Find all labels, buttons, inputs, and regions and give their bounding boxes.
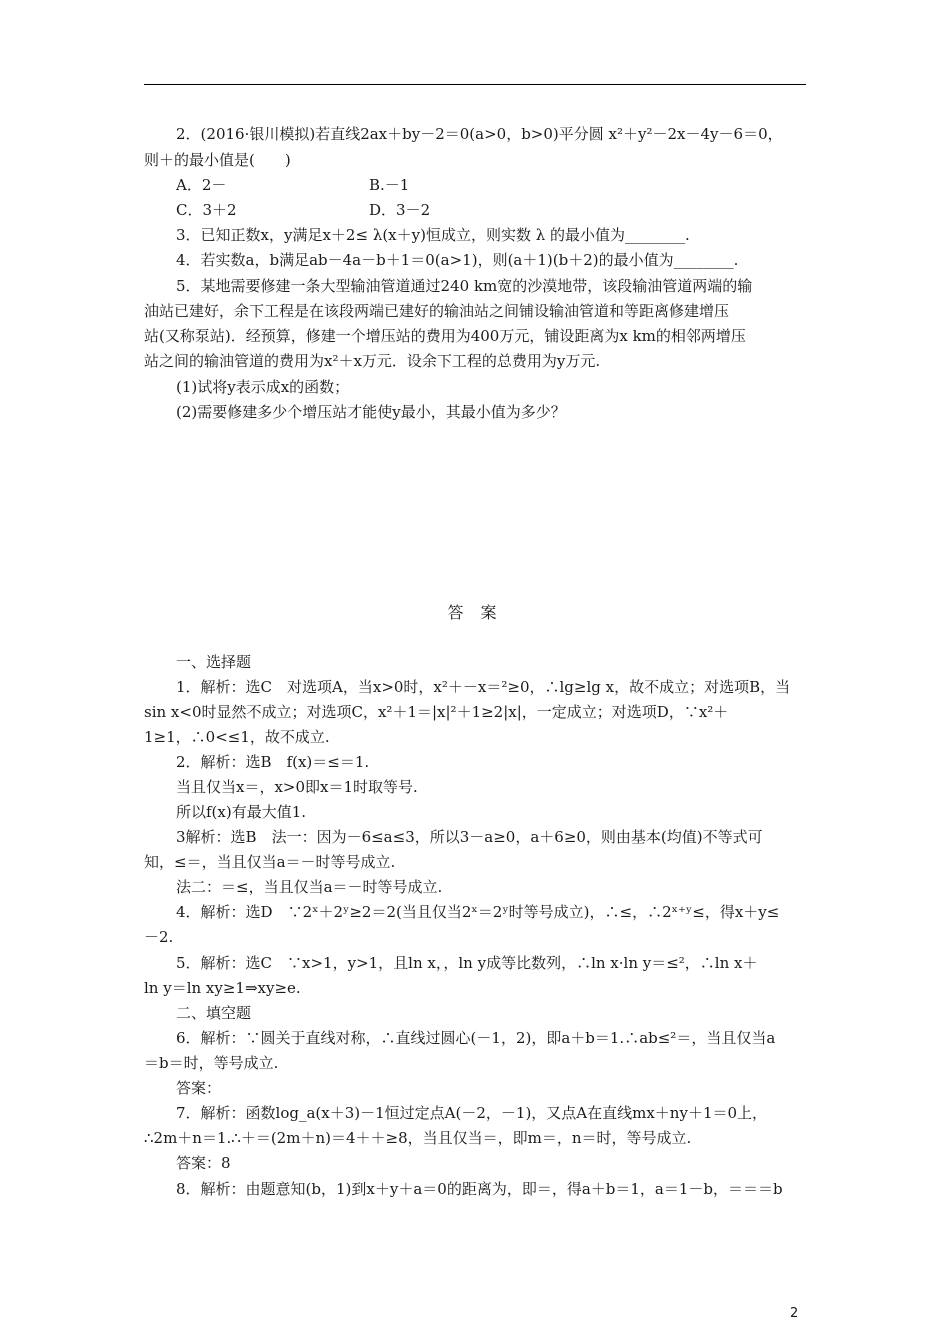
- q2-option-a: A．2－: [176, 176, 227, 194]
- q4: 4．若实数a，b满足ab－4a－b＋1＝0(a>1)，则(a＋1)(b＋2)的最小值为________.: [176, 251, 739, 269]
- q5-line3: 站(又称泵站)．经预算，修建一个增压站的费用为400万元，铺设距离为x km的相邻两增压: [144, 327, 746, 345]
- q5-part1: (1)试将y表示成x的函数；: [176, 378, 350, 396]
- q5-part2: (2)需要修建多少个增压站才能使y最小，其最小值为多少？: [176, 403, 566, 421]
- a3-line3: 法二：＝≤，当且仅当a＝－时等号成立.: [176, 878, 443, 896]
- a5-line1: 5．解析：选C ∵x>1，y>1，且ln x，，ln y成等比数列，∴ln x·ln y＝≤²，∴ln x＋: [176, 954, 758, 972]
- a4-line1: 4．解析：选D ∵2ˣ＋2ʸ≥2＝2(当且仅当2ˣ＝2ʸ时等号成立)，∴≤，∴2ˣ⁺ʸ≤，得x＋y≤: [176, 903, 780, 921]
- a6-answer: 答案：: [176, 1079, 222, 1097]
- header-rule: [144, 84, 806, 85]
- a4-line2: －2.: [144, 928, 174, 946]
- page-number: 2: [790, 1306, 799, 1321]
- q5-line4: 站之间的输油管道的费用为x²＋x万元．设余下工程的总费用为y万元.: [144, 352, 601, 370]
- section-choice: 一、选择题: [176, 653, 252, 671]
- q2-line1: 2．(2016·银川模拟)若直线2ax＋by－2＝0(a>0，b>0)平分圆 x²＋y²－2x－4y－6＝0，: [176, 125, 783, 143]
- a7-line2: ∴2m＋n＝1.∴＋＝(2m＋n)＝4＋＋≥8，当且仅当＝，即m＝，n＝时，等号成立.: [144, 1129, 692, 1147]
- q2-option-c: C．3＋2: [176, 201, 237, 219]
- a6-line1: 6．解析：∵圆关于直线对称，∴直线过圆心(－1，2)，即a＋b＝1.∴ab≤²＝，当且仅当a: [176, 1029, 776, 1047]
- a7-line1: 7．解析：函数log_a(x＋3)－1恒过定点A(－2，－1)，又点A在直线mx＋ny＋1＝0上，: [176, 1104, 768, 1122]
- a3-line2: 知，≤＝，当且仅当a＝－时等号成立.: [144, 853, 396, 871]
- a3-line1: 3解析：选B 法一：因为－6≤a≤3，所以3－a≥0，a＋6≥0，则由基本(均值)不等式可: [176, 828, 763, 846]
- q5-line1: 5．某地需要修建一条大型输油管道通过240 km宽的沙漠地带，该段输油管道两端的输: [176, 277, 753, 295]
- a1-line3: 1≥1，∴0<≤1，故不成立.: [144, 728, 330, 746]
- q2-option-d: D．3－2: [369, 201, 431, 219]
- section-fill: 二、填空题: [176, 1004, 252, 1022]
- q3: 3．已知正数x，y满足x＋2≤ λ(x＋y)恒成立，则实数 λ 的最小值为________.: [176, 226, 690, 244]
- a1-line1: 1．解析：选C 对选项A，当x>0时，x²＋－x＝²≥0，∴lg≥lg x，故不成立；对选项B，当: [176, 678, 791, 696]
- q2-line2: 则＋的最小值是( ): [144, 151, 291, 169]
- a8-line1: 8．解析：由题意知(b，1)到x＋y＋a＝0的距离为，即＝，得a＋b＝1，a＝1－b，＝＝＝b: [176, 1180, 783, 1198]
- a7-answer: 答案：8: [176, 1154, 231, 1172]
- a2-line2: 当且仅当x＝，x>0即x＝1时取等号.: [176, 778, 418, 796]
- answer-title: 答 案: [447, 603, 503, 622]
- a5-line2: ln y＝ln xy≥1⇒xy≥e.: [144, 979, 301, 997]
- q2-option-b: B.－1: [369, 176, 410, 194]
- a6-line2: ＝b＝时，等号成立.: [144, 1054, 279, 1072]
- a1-line2: sin x<0时显然不成立；对选项C，x²＋1＝|x|²＋1≥2|x|，一定成立；对选项D，∵x²＋: [144, 703, 729, 721]
- q5-line2: 油站已建好，余下工程是在该段两端已建好的输油站之间铺设输油管道和等距离修建增压: [144, 302, 730, 320]
- a2-line1: 2．解析：选B f(x)＝≤＝1.: [176, 753, 370, 771]
- a2-line3: 所以f(x)有最大值1.: [176, 803, 307, 821]
